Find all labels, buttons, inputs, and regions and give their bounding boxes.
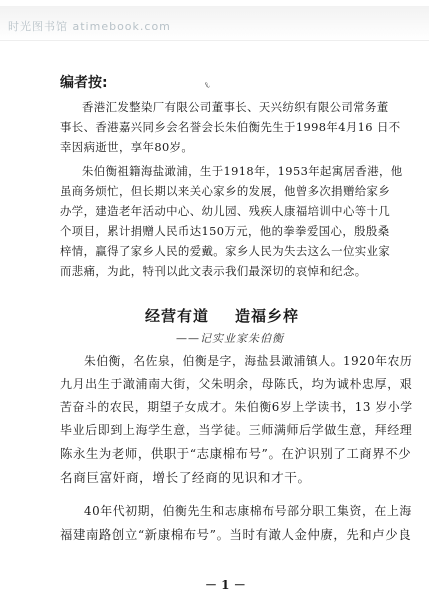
editor-note-line: 梓情，赢得了家乡人民的爱戴。家乡人民为失去这么一位实业家: [60, 244, 391, 258]
article-title: [145, 305, 299, 326]
editor-note-line: 事长、香港嘉兴同乡会名誉会长朱伯衡先生于1998年4月16 日不: [60, 120, 401, 134]
editor-note-line: 个项目，累计捐赠人民币达150万元，他的拳拳爱国心，殷殷桑: [60, 224, 390, 238]
article-line: 名商巨富奸商，增长了经商的见识和才干。: [60, 470, 311, 485]
article-line: 福建南路创立“新康棉布号”。当时有澉人金仲赓，先和卢少良: [60, 527, 412, 542]
article-subtitle: ——记实业家朱伯衡: [176, 332, 284, 345]
article-title-part1: 经营有道: [145, 307, 210, 325]
article-line: 毕业后即到上海学生意，当学徒。三师满师后学做生意，拜经理: [60, 423, 413, 437]
article-line: 40年代初期，伯衡先生和志康棉布号部分职工集资，在上海: [84, 504, 412, 518]
editor-note-line: 朱伯衡祖籍海盐澉浦，生于1918年，1953年起寓居香港，他: [82, 164, 403, 178]
article-line: 九月出生于澉浦南大街，父朱明余，母陈氏，均为诚朴忠厚，艰: [60, 377, 413, 391]
editor-note-line: 香港汇发整染厂有限公司董事长、天兴纺织有限公司常务董: [82, 100, 389, 114]
article-line: 苦奋斗的农民，期望子女成才。朱伯衡6岁上学读书，13 岁小学: [60, 400, 413, 414]
article-line: 陈永生为老师，供职于“志康棉布号”。在沪识别了工商界不少: [60, 446, 412, 461]
editor-note-line: 幸因病逝世，享年80岁。: [60, 140, 194, 154]
editor-note-line: 虽商务烦忙，但长期以来关心家乡的发展，他曾多次捐赠给家乡: [60, 184, 391, 198]
editor-note-line: 而悲痛，为此，特刊以此文表示我们最深切的哀悼和纪念。: [60, 264, 367, 278]
page-number: － 1 －: [205, 578, 246, 592]
pen-mark: ℓ: [202, 80, 213, 92]
article-line: 朱伯衡，名佐泉，伯衡是字，海盐县澉浦镇人。1920年农历: [84, 354, 413, 368]
editor-note-line: 办学，建造老年活动中心、幼儿园、残疾人康福培训中心等十几: [60, 204, 391, 218]
article-title-part2: 造福乡梓: [235, 307, 300, 325]
editor-note-heading: 编者按:: [60, 75, 108, 91]
watermark-text: 时光图书馆 atimebook.com: [8, 20, 171, 33]
